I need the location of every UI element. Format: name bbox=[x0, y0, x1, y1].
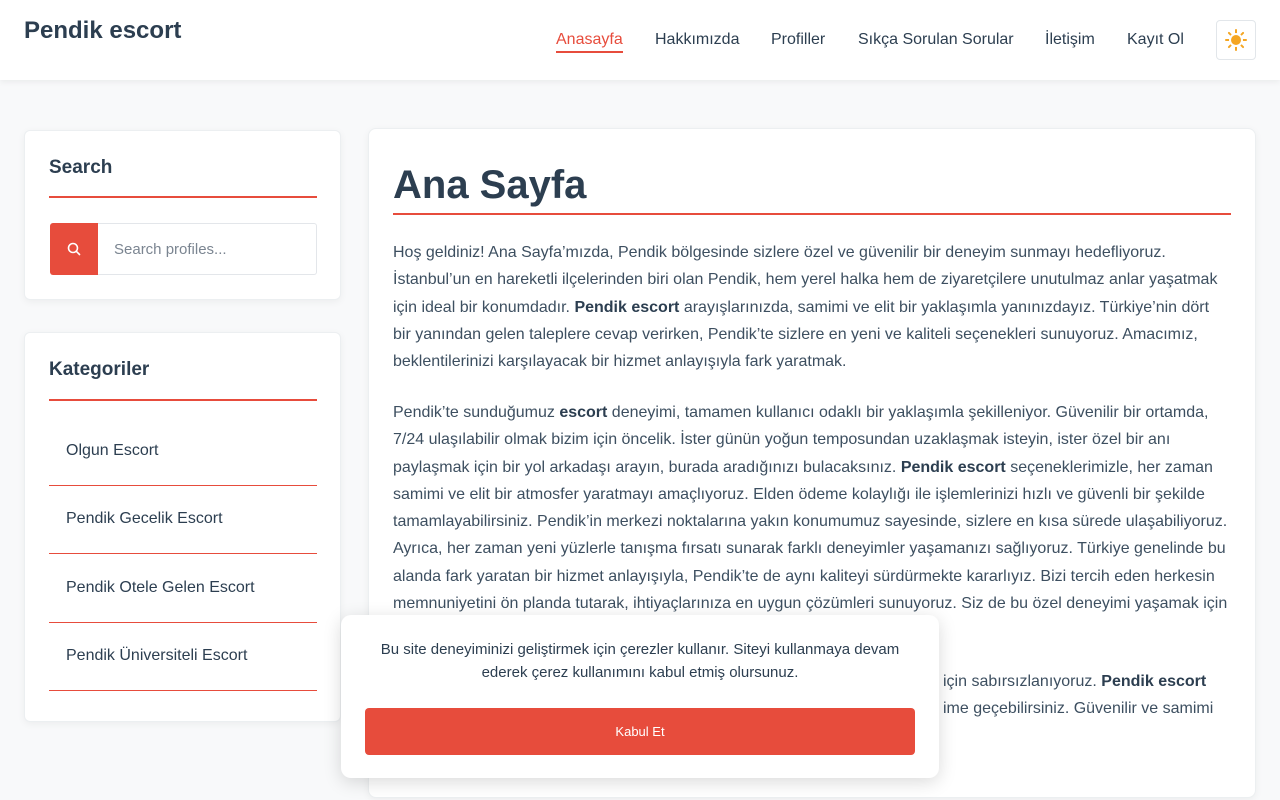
accept-cookies-button[interactable]: Kabul Et bbox=[365, 708, 915, 755]
categories-card bbox=[24, 332, 341, 722]
categories-divider bbox=[49, 399, 317, 401]
title-divider bbox=[393, 213, 1231, 215]
site-brand[interactable]: Pendik escort bbox=[24, 17, 182, 44]
categories-title: Kategoriler bbox=[49, 359, 150, 380]
keyword-bold: Pendik escort bbox=[900, 458, 1006, 476]
nav-item-iletisim[interactable]: İletişim bbox=[1045, 31, 1095, 48]
keyword-bold: escort bbox=[559, 404, 608, 421]
category-item-olgun[interactable]: Olgun Escort bbox=[49, 417, 317, 486]
closing-paragraph-line-2: ime geçebilirsiniz. Güvenilir ve samimi bbox=[943, 700, 1214, 717]
search-card bbox=[24, 130, 341, 300]
search-button[interactable] bbox=[50, 223, 98, 275]
theme-toggle-button[interactable] bbox=[1216, 20, 1256, 60]
intro-paragraph: Hoş geldiniz! Ana Sayfa’mızda, Pendik bölgesinde sizlere özel ve güvenilir bir deneyim sunmayı hedefliyoruz. İstanbul’un en hareketli ilçelerinden biri olan Pendik, hem yerel halka hem de ziyaretçilere unutulmaz anlar yaşatmak için ideal bir konumdadır. Pendik escort arayışlarınızda, samimi ve elit bir yaklaşımla yanınızdayız. Türkiye’nin dört bir yanından gelen taleplere cevap verirken, Pendik’te sizlere en yeni ve kaliteli seçenekleri sunuyoruz. Amacımız, beklentilerinizi karşılayacak bir hizmet anlayışıyla fark yaratmak. bbox=[393, 244, 1218, 371]
search-icon bbox=[67, 242, 81, 256]
keyword-bold: Pendik escort bbox=[1101, 673, 1207, 690]
search-card-title: Search bbox=[49, 157, 113, 178]
search-card-divider bbox=[49, 196, 317, 198]
cookie-banner bbox=[341, 615, 939, 778]
nav-item-profiller[interactable]: Profiller bbox=[771, 31, 826, 48]
site-header bbox=[0, 0, 1280, 80]
search-input[interactable] bbox=[98, 223, 317, 275]
cookie-message: Bu site deneyiminizi geliştirmek için çerezler kullanır. Siteyi kullanmaya devam ederek çerez kullanımını kabul etmiş olursunuz. bbox=[380, 641, 900, 681]
nav-item-anasayfa[interactable]: Anasayfa bbox=[556, 30, 623, 53]
main-nav bbox=[0, 30, 1280, 54]
service-paragraph: Pendik’te sunduğumuz escort deneyimi, tamamen kullanıcı odaklı bir yaklaşımla şekilleniyor. Güvenilir bir ortamda, 7/24 ulaşılabilir olmak bizim için öncelik. İster günün yoğun temposundan uzaklaşmak isteyin, ister özel bir anı paylaşmak için bir yol arkadaşı arayın, burada aradığınızı bulacaksınız. Pendik escort seçeneklerimizle, her zaman samimi ve elit bir atmosfer yaratmayı amaçlıyoruz. Elden ödeme kolaylığı ile işlemlerinizi hızlı ve güvenli bir şekilde tamamlayabilirsiniz. Pendik’in merkezi noktalarına yakın konumumuz sayesinde, sizlere en kısa sürede ulaşabiliyoruz. Ayrıca, her zaman yeni yüzlerle tanışma fırsatı sunarak farklı deneyimler yaşamanızı sağlıyoruz. Türkiye genelinde bu alanda fark yaratan bir hizmet anlayışıyla, Pendik’te de aynı kaliteyi sürdürmekte kararlıyız. Bizi tercih eden herkesin memnuniyetini ön planda tutarak, ihtiyaçlarınıza en uygun çözümleri sunuyoruz. Siz de bu özel deneyimi yaşamak için bbox=[393, 404, 1228, 613]
keyword-bold: Pendik escort bbox=[574, 298, 680, 316]
nav-item-sss[interactable]: Sıkça Sorulan Sorular bbox=[858, 31, 1014, 48]
closing-paragraph-line-1: için sabırsızlanıyoruz. Pendik escort bbox=[943, 673, 1207, 690]
nav-item-kayit-ol[interactable]: Kayıt Ol bbox=[1127, 31, 1184, 48]
sun-icon bbox=[1225, 29, 1247, 51]
category-item-otele-gelen[interactable]: Pendik Otele Gelen Escort bbox=[49, 554, 317, 623]
page-title: Ana Sayfa bbox=[393, 163, 587, 207]
nav-item-hakkimizda[interactable]: Hakkımızda bbox=[655, 31, 740, 48]
category-item-universiteli[interactable]: Pendik Üniversiteli Escort bbox=[49, 622, 317, 691]
category-item-gecelik[interactable]: Pendik Gecelik Escort bbox=[49, 485, 317, 554]
